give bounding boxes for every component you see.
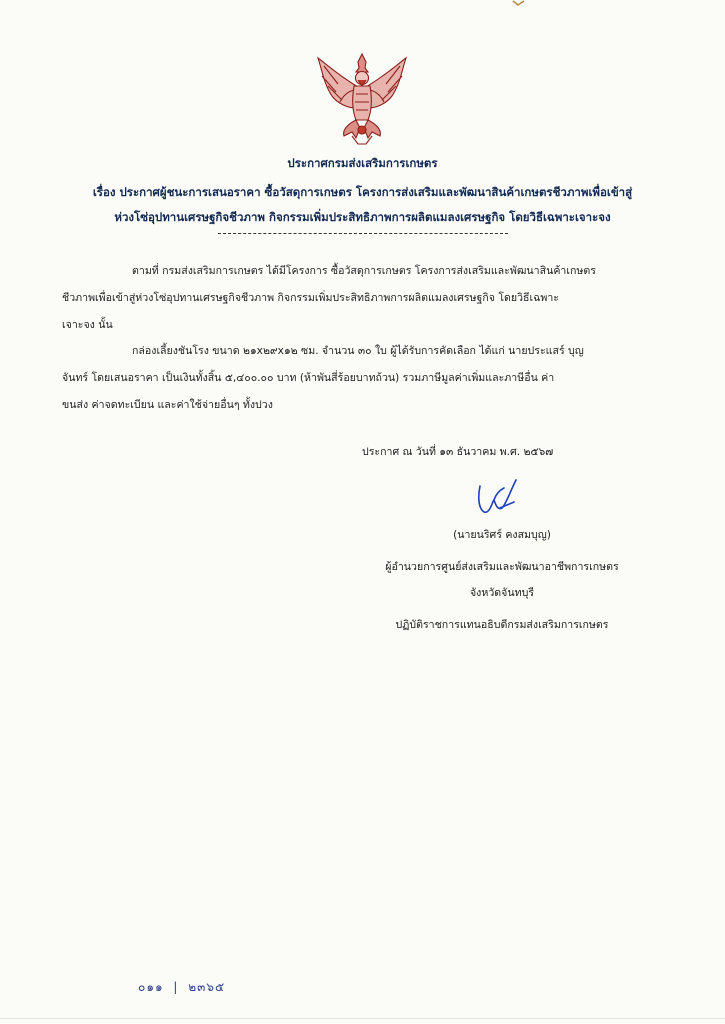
garuda-emblem-icon [312, 50, 412, 146]
signer-name: (นายนริศร์ คงสมบุญ) [453, 529, 551, 541]
signer-acting: ปฏิบัติราชการแทนอธิบดีกรมส่งเสริมการเกษตร [395, 619, 609, 631]
paragraph-line: เจาะจง นั้น [62, 319, 113, 331]
corner-mark [512, 0, 526, 6]
divider [218, 233, 508, 234]
page-edge [0, 1018, 725, 1019]
subject-line: เรื่อง ประกาศผู้ชนะการเสนอราคา ซื้อวัสดุการเกษตร โครงการส่งเสริมและพัฒนาสินค้าเกษตรชีวภาพเพื่อเข้าสู่ [92, 185, 633, 199]
paragraph-line: จันทร์ โดยเสนอราคา เป็นเงินทั้งสิ้น ๕,๔๐๐.๐๐ บาท (ห้าพันสี่ร้อยบาทถ้วน) รวมภาษีมูลค่าเพิ่มและภาษีอื่น ค่า [62, 372, 555, 384]
subject-block [60, 180, 665, 230]
signer-block [352, 522, 652, 638]
announce-date: ประกาศ ณ วันที่ ๑๓ ธันวาคม พ.ศ. ๒๕๖๗ [362, 446, 554, 458]
document-title: ประกาศกรมส่งเสริมการเกษตร [287, 156, 438, 170]
signer-position: ผู้อำนวยการศูนย์ส่งเสริมและพัฒนาอาชีพการเกษตร [385, 561, 619, 573]
paragraph-line: ชีวภาพเพื่อเข้าสู่ห่วงโซ่อุปทานเศรษฐกิจชีวภาพ กิจกรรมเพิ่มประสิทธิภาพการผลิตแมลงเศรษฐกิจ โดยวิธีเฉพาะ [62, 292, 559, 304]
handwritten-signature [470, 472, 522, 520]
paragraph-line: กล่องเลี้ยงชันโรง ขนาด ๒๑x๒๙x๑๒ ซม. จำนวน ๓๐ ใบ ผู้ได้รับการคัดเลือก ได้แก่ นายประแสร์ บุญ [132, 345, 584, 357]
signer-province: จังหวัดจันทบุรี [469, 587, 535, 599]
handwritten-note: ๐๑๑ | ๒๓๖๕ [138, 980, 226, 994]
paragraph-line: ขนส่ง ค่าจดทะเบียน และค่าใช้จ่ายอื่นๆ ทั้งปวง [62, 399, 273, 411]
paragraph-line: ตามที่ กรมส่งเสริมการเกษตร ได้มีโครงการ ซื้อวัสดุการเกษตร โครงการส่งเสริมและพัฒนาสินค้าเกษตร [132, 265, 596, 277]
subject-line: ห่วงโซ่อุปทานเศรษฐกิจชีวภาพ กิจกรรมเพิ่มประสิทธิภาพการผลิตแมลงเศรษฐกิจ โดยวิธีเฉพาะเจาะจง [114, 210, 611, 224]
paragraph-winner [62, 338, 667, 419]
paragraph-project [62, 258, 667, 339]
